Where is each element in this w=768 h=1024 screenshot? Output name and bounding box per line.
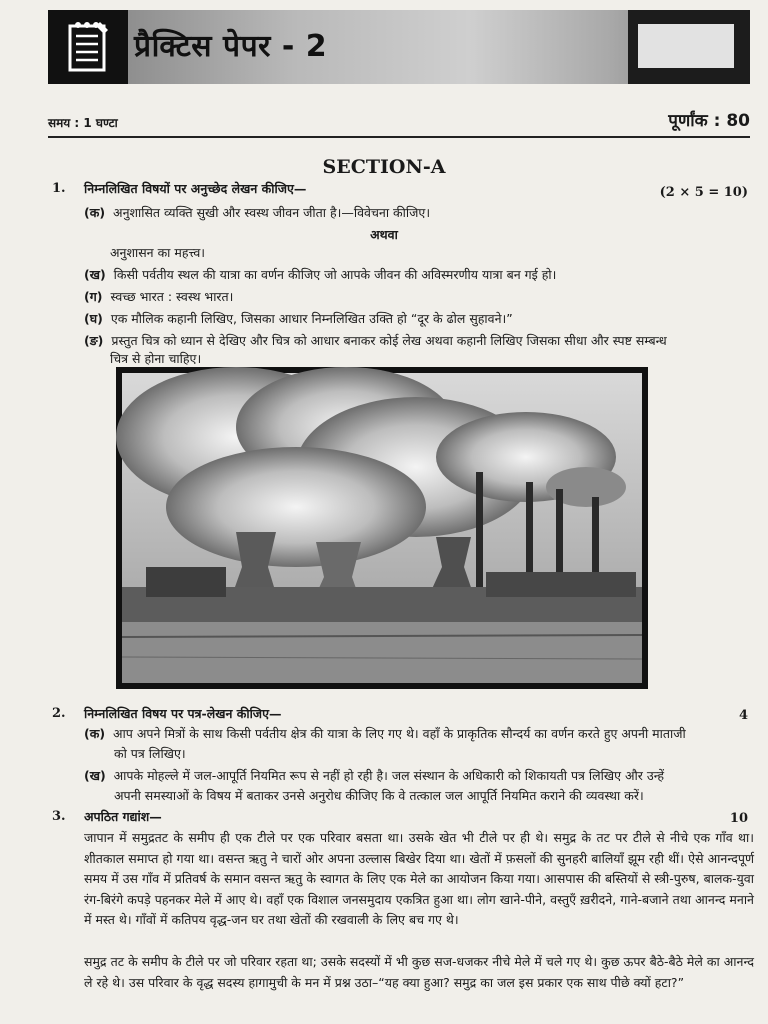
exam-time: समय : 1 घण्टा (48, 116, 118, 130)
option-text: स्वच्छ भारत : स्वस्थ भारत। (110, 289, 234, 304)
power-plant-illustration (116, 367, 648, 689)
option-label: (ङ) (84, 333, 104, 348)
option-label: (ग) (84, 289, 103, 304)
banner-dark-panel (628, 10, 750, 84)
option-e-continued: चित्र से होना चाहिए। (110, 351, 202, 366)
option-label: (क) (84, 205, 106, 220)
power-plant-photo (116, 367, 648, 689)
question-heading: अपठित गद्यांश— (84, 809, 162, 824)
option-a (84, 725, 754, 743)
option-a (84, 204, 754, 222)
question-number: 1. (52, 181, 66, 196)
question-number: 2. (52, 706, 66, 721)
option-text: किसी पर्वतीय स्थल की यात्रा का वर्णन कीजिए जो आपके जीवन की अविस्मरणीय यात्रा बन गई हो। (113, 267, 557, 282)
option-label: (ख) (84, 267, 106, 282)
question-1 (0, 180, 768, 380)
option-text: आप अपने मित्रों के साथ किसी पर्वतीय क्षेत्र की यात्रा के लिए गए थे। वहाँ के प्राकृतिक सौन्दर्य का वर्णन करते हुए अपनी माताजी (113, 726, 686, 741)
option-c (84, 288, 754, 306)
option-text: एक मौलिक कहानी लिखिए, जिसका आधार निम्नलिखित उक्ति हो “दूर के ढोल सुहावने।” (110, 311, 513, 326)
question-2 (0, 705, 768, 805)
option-b (84, 266, 754, 284)
question-marks: 4 (738, 708, 748, 723)
question-marks: (2 × 5 = 10) (659, 185, 748, 200)
or-divider: अथवा (370, 227, 398, 242)
option-b-continued: अपनी समस्याओं के विषय में बताकर उनसे अनुरोध कीजिए कि वे तत्काल जल आपूर्ति नियमित कराने की व्यवस्था करें। (114, 788, 644, 803)
question-heading: निम्नलिखित विषयों पर अनुच्छेद लेखन कीजिए— (84, 181, 307, 196)
question-number: 3. (52, 809, 66, 824)
option-text: आपके मोहल्ले में जल-आपूर्ति नियमित रूप से नहीं हो रही है। जल संस्थान के अधिकारी को शिकायती पत्र लिखिए और उन्हें (113, 768, 665, 783)
passage-paragraph-1: जापान में समुद्रतट के समीप ही एक टीले पर एक परिवार बसता था। उसके खेत भी टीले पर ही थे। समुद्र के तट पर टीले से नीचे एक गाँव था। शीतकाल समाप्त हो गया था। वसन्त ऋतु ने चारों ओर अपना उल्लास बिखेर दिया था। खेतों में फ़सलों की सुनहरी बालियाँ झूम रही थीं। ऐसे आनन्दपूर्ण समय में उस गाँव में प्रतिवर्ष के समान वसन्त ऋतु के स्वागत के लिए एक मेले का आयोजन किया गया। आसपास की बस्तियों से स्त्री-पुरुष, बालक-युवा रंग-बिरंगे कपड़े पहनकर मेले में आए थे। वहाँ एक विशाल जनसमुदाय एकत्रित हुआ था। लोग खाने-पीने, वस्तुएँ ख़रीदने, गाने-बजाने तथा आनन्द मनाने में मस्त थे। गाँवों में कतिपय वृद्ध-जन घर तथा खेतों की रखवाली के लिए बच गए थे। (84, 830, 754, 927)
question-heading: निम्नलिखित विषय पर पत्र-लेखन कीजिए— (84, 706, 282, 721)
option-a-alt: अनुशासन का महत्त्व। (110, 245, 206, 260)
exam-meta-row (48, 108, 750, 138)
notepad-icon (64, 20, 112, 74)
passage-paragraph-2: समुद्र तट के समीप के टीले पर जो परिवार रहता था; उसके सदस्यों में भी कुछ सज-धजकर नीचे मेले में चले गए थे। कुछ ऊपर बैठे-बैठे मेले का आनन्द ले रहे थे। उस परिवार के वृद्ध सदस्य हागामुची के मन में प्रश्न उठा–“यह क्या हुआ? समुद्र का जल इस प्रकार एक साथ पीछे क्यों हटा?” (84, 954, 754, 990)
paper-icon-box (48, 10, 128, 84)
question-marks: 10 (729, 811, 748, 826)
section-title: SECTION-A (322, 156, 446, 178)
total-marks: पूर्णांक : 80 (668, 111, 750, 131)
option-d (84, 310, 754, 328)
option-label: (क) (84, 726, 106, 741)
header-banner (48, 10, 750, 84)
option-label: (घ) (84, 311, 103, 326)
option-text: प्रस्तुत चित्र को ध्यान से देखिए और चित्र को आधार बनाकर कोई लेख अथवा कहानी लिखिए जिसका सीधा और स्पष्ट सम्बन्ध (111, 333, 667, 348)
option-e (84, 332, 754, 350)
page-title: प्रैक्टिस पेपर - 2 (134, 29, 328, 64)
option-b (84, 767, 754, 785)
option-a-continued: को पत्र लिखिए। (114, 746, 186, 761)
option-label: (ख) (84, 768, 106, 783)
option-text: अनुशासित व्यक्ति सुखी और स्वस्थ जीवन जीता है।—विवेचना कीजिए। (113, 205, 431, 220)
